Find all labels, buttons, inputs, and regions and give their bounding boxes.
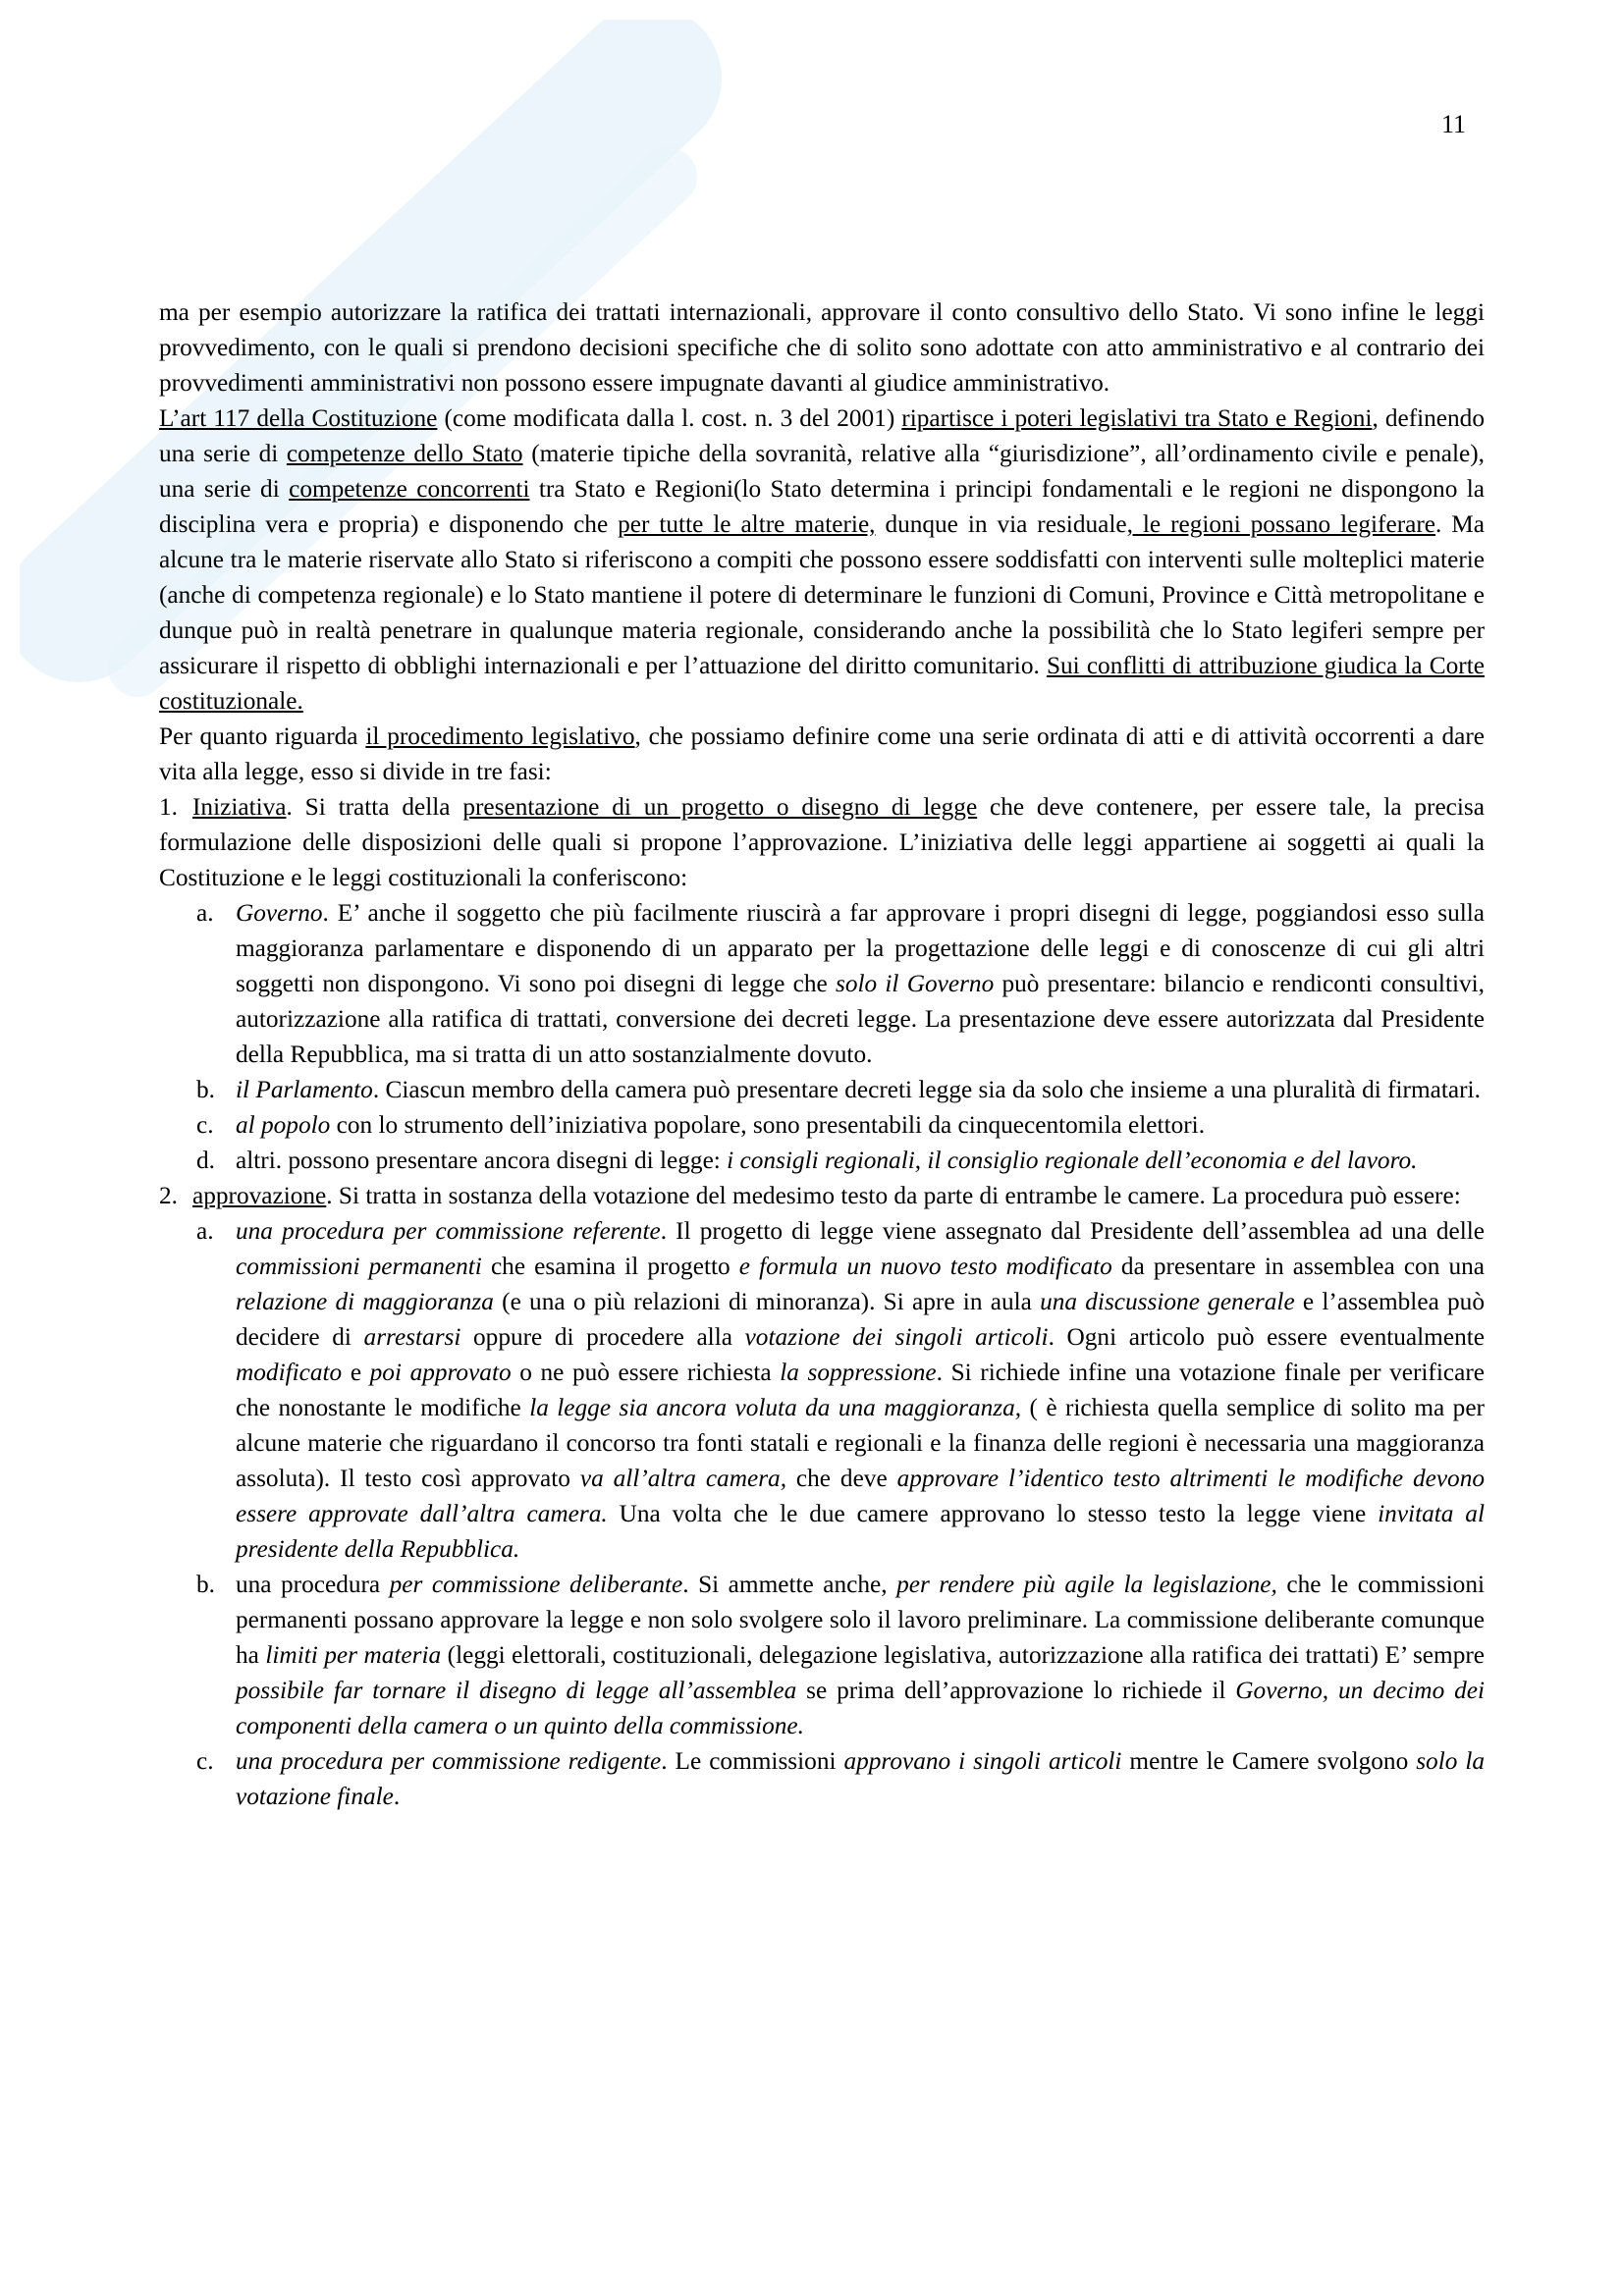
procedimento-paragraph: Per quanto riguarda il procedimento legislativo, che possiamo definire come una serie ordinata di atti e di attività occorrenti a dare vita alla legge, esso si divide in tre fasi: xyxy=(159,722,1485,785)
list-item-commissione-redigente: c. una procedura per commissione redigente. Le commissioni approvano i singoli articoli mentre le Camere svolgono solo la votazione finale. xyxy=(196,1747,1486,1810)
page-number: 11 xyxy=(1441,110,1467,138)
list-item-governo: a. Governo. E’ anche il soggetto che più facilmente riuscirà a far approvare i propri disegni di legge, poggiandosi esso sulla maggioranza parlamentare e disponendo di un apparato per la progettazione delle leggi e di conoscenze di cui gli altri soggetti non dispongono. Vi sono poi disegni di legge che solo il Governo può presentare: bilancio e rendiconti consultivi, autorizzazione alla ratifica di trattati, conversione dei decreti legge. La presentazione deve essere autorizzata dal Presidente della Repubblica, ma si tratta di un atto sostanzialmente dovuto. xyxy=(196,899,1486,1068)
list-item-commissione-referente: a. una procedura per commissione referente. Il progetto di legge viene assegnato dal Presidente dell’assemblea ad una delle commissioni permanenti che esamina il progetto e formula un nuovo testo modificato da presentare in assemblea con una relazione di maggioranza (e una o più relazioni di minoranza). Si apre in aula una discussione generale e l’assemblea può decidere di arrestarsi oppure di procedere alla votazione dei singoli articoli. Ogni articolo può essere eventualmente modificato e poi approvato o ne può essere richiesta la soppressione. Si richiede infine una votazione finale per verificare che nonostante le modifiche la legge sia ancora voluta da una maggioranza, ( è richiesta quella semplice di solito ma per alcune materie che riguardano il concorso tra fonti statali e regionali e la finanza delle regioni è necessaria una maggioranza assoluta). Il testo così approvato va all’altra camera, che deve approvare l’identico testo altrimenti le modifiche devono essere approvate dall’altra camera. Una volta che le due camere approvano lo stesso testo la legge viene invitata al presidente della Repubblica. xyxy=(196,1217,1485,1563)
fase-iniziativa: 1. Iniziativa. Si tratta della presentazione di un progetto o disegno di legge che deve contenere, per essere tale, la precisa formulazione delle disposizioni delle quali si propone l’approvazione. L’iniziativa delle leggi appartiene ai soggetti ai quali la Costituzione e le leggi costituzionali la conferiscono: xyxy=(159,793,1486,891)
art117-paragraph: L’art 117 della Costituzione (come modificata dalla l. cost. n. 3 del 2001) ripartisce i poteri legislativi tra Stato e Regioni, definendo una serie di competenze dello Stato (materie tipiche della sovranità, relative alla “giurisdizione”, all’ordinamento civile e penale), una serie di competenze concorrenti tra Stato e Regioni(lo Stato determina i principi fondamentali e le regioni ne dispongono la disciplina vera e propria) e disponendo che per tutte le altre materie, dunque in via residuale, le regioni possano legiferare. Ma alcune tra le materie riservate allo Stato si riferiscono a compiti che possono essere soddisfatti con interventi sulle molteplici materie (anche di competenza regionale) e lo Stato mantiene il potere di determinare le funzioni di Comuni, Province e Città metropolitane e dunque può in realtà penetrare in qualunque materia regionale, considerando anche la possibilità che lo Stato legiferi sempre per assicurare il rispetto di obblighi internazionali e per l’attuazione del diritto comunitario. Sui conflitti di attribuzione giudica la Corte costituzionale. xyxy=(159,404,1485,715)
document-body xyxy=(159,294,1485,1814)
list-item-commissione-deliberante: b. una procedura per commissione deliberante. Si ammette anche, per rendere più agile la legislazione, che le commissioni permanenti possano approvare la legge e non solo svolgere solo il lavoro preliminare. La commissione deliberante comunque ha limiti per materia (leggi elettorali, costituzionali, delegazione legislativa, autorizzazione alla ratifica dei trattati) E’ sempre possibile far tornare il disegno di legge all’assemblea se prima dell’approvazione lo richiede il Governo, un decimo dei componenti della camera o un quinto della commissione. xyxy=(196,1571,1485,1739)
list-item-altri: d. altri. possono presentare ancora disegni di legge: i consigli regionali, il consiglio regionale dell’economia e del lavoro. xyxy=(196,1147,1418,1174)
fase-approvazione: 2. approvazione. Si tratta in sostanza della votazione del medesimo testo da parte di entrambe le camere. La procedura può essere: xyxy=(159,1182,1461,1209)
intro-paragraph: ma per esempio autorizzare la ratifica dei trattati internazionali, approvare il conto consultivo dello Stato. Vi sono infine le leggi provvedimento, con le quali si prendono decisioni specifiche che di solito sono adottate con atto amministrativo e al contrario dei provvedimenti amministrativi non possono essere impugnate davanti al giudice amministrativo. xyxy=(159,298,1485,397)
list-item-parlamento: b. il Parlamento. Ciascun membro della camera può presentare decreti legge sia da solo che insieme a una pluralità di firmatari. xyxy=(196,1076,1481,1103)
list-item-popolo: c. al popolo con lo strumento dell’iniziativa popolare, sono presentabili da cinquecentomila elettori. xyxy=(196,1111,1206,1139)
